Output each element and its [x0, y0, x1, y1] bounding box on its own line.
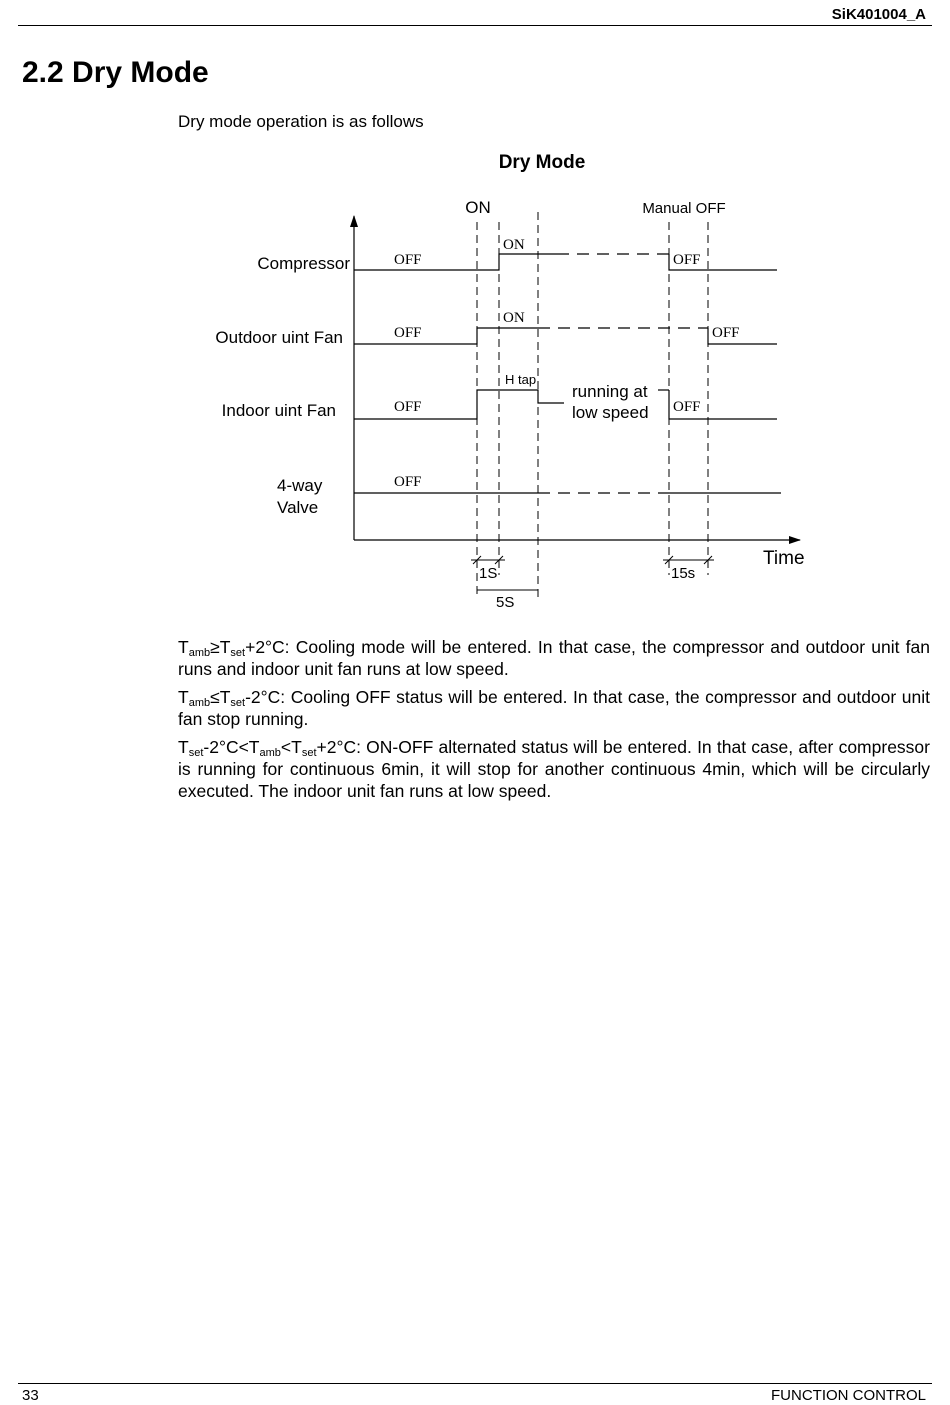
paragraph-cooling-mode: $T_{amb}\ge T_{set}+2^\circ C$: Cooling mode will be entered. In that case, the compressor and outdoor unit fan runs and indoor unit fan runs at low speed.	[178, 637, 930, 679]
interval-5s: 5S	[496, 594, 515, 611]
outdoor-fan-label: Outdoor uint Fan	[215, 328, 343, 347]
compressor-off-2: OFF	[673, 252, 701, 268]
compressor-label: Compressor	[257, 254, 350, 273]
indoor-fan-running-line2: low speed	[572, 403, 649, 422]
indoor-fan-running-line1: running at	[572, 382, 648, 401]
interval-1s: 1S	[479, 565, 498, 582]
indoor-fan-label: Indoor uint Fan	[221, 401, 336, 420]
outdoor-fan-off-2: OFF	[712, 325, 740, 341]
outdoor-fan-off-1: OFF	[394, 325, 422, 341]
dry-mode-timing-diagram	[0, 0, 950, 620]
paragraph-on-off-alternated: $T_{set}-2^\circ C<T_{amb}<T_{set}+2^\circ C$: ON-OFF alternated status will be entered. In that case, after compressor is running for continuous 6min, it will stop for another continuous 4min, which will be circularly executed. The indoor unit fan runs at low speed.	[178, 737, 930, 801]
outdoor-fan-on: ON	[503, 310, 525, 326]
time-label: Time	[763, 548, 805, 569]
intro-text: Dry mode operation is as follows	[178, 112, 424, 131]
body-text	[178, 636, 930, 808]
page-number: 33	[22, 1387, 39, 1404]
valve-label-line2: Valve	[277, 498, 319, 517]
compressor-off-1: OFF	[394, 252, 422, 268]
section-heading: 2.2 Dry Mode	[22, 56, 209, 89]
indoor-fan-h-tap: H tap	[505, 372, 537, 387]
interval-15s: 15s	[671, 565, 696, 582]
footer-rule	[18, 1383, 932, 1384]
diagram-title: Dry Mode	[498, 152, 586, 173]
on-label: ON	[465, 198, 491, 217]
document-id: SiK401004_A	[831, 6, 926, 23]
valve-off: OFF	[394, 474, 422, 490]
valve-label-line1: 4-way	[277, 476, 323, 495]
paragraph-cooling-off: $T_{amb}\le T_{set}-2^\circ C$: Cooling OFF status will be entered. In that case, the compressor and outdoor unit fan stop running.	[178, 687, 930, 729]
footer-section: FUNCTION CONTROL	[771, 1387, 926, 1404]
indoor-fan-off-1: OFF	[394, 399, 422, 415]
compressor-on: ON	[503, 237, 525, 253]
manual-off-label: Manual OFF	[642, 200, 726, 217]
indoor-fan-off-2: OFF	[673, 399, 701, 415]
